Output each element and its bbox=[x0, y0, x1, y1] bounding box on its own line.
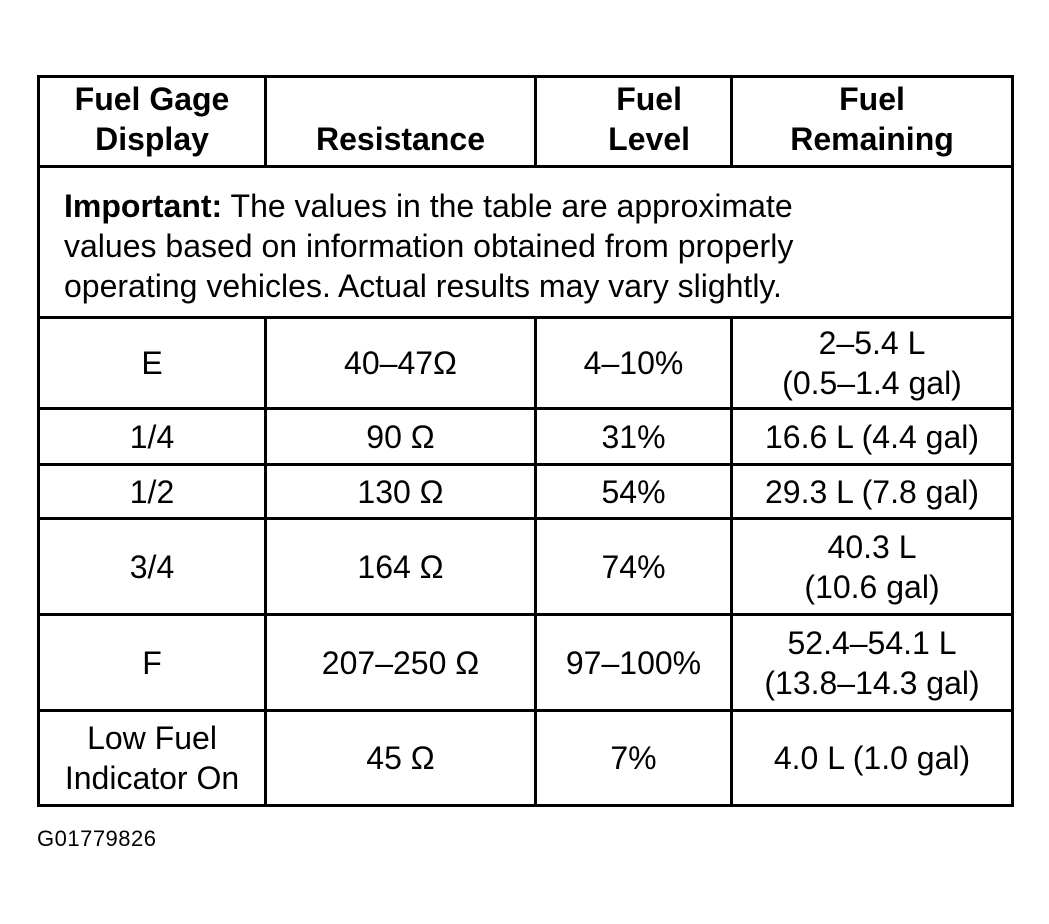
important-note bbox=[39, 167, 1013, 318]
cell-text: Indicator On bbox=[64, 760, 240, 796]
cell-level bbox=[536, 318, 732, 409]
cell-text: (0.5–1.4 gal) bbox=[782, 365, 962, 401]
cell-text: F bbox=[142, 644, 162, 681]
cell-level bbox=[536, 711, 732, 806]
table-header-row bbox=[39, 77, 1013, 167]
cell-text: (10.6 gal) bbox=[804, 568, 940, 605]
cell-resistance bbox=[266, 615, 536, 711]
cell-display bbox=[39, 519, 266, 615]
cell-level bbox=[536, 409, 732, 465]
header-display-line-2: Display bbox=[95, 121, 209, 157]
header-fuel-level bbox=[536, 77, 732, 167]
cell-text: 31% bbox=[601, 418, 666, 455]
cell-resistance bbox=[266, 711, 536, 806]
cell-display bbox=[39, 409, 266, 465]
cell-display bbox=[39, 465, 266, 519]
header-resistance-line-1: Resistance bbox=[316, 121, 485, 157]
table-row bbox=[39, 409, 1013, 465]
cell-remaining bbox=[732, 615, 1013, 711]
cell-text: 7% bbox=[610, 740, 657, 776]
cell-resistance bbox=[266, 409, 536, 465]
header-remaining-line-1: Fuel bbox=[839, 81, 905, 117]
note-label: Important: bbox=[64, 188, 223, 224]
cell-resistance bbox=[266, 465, 536, 519]
header-resistance bbox=[266, 77, 536, 167]
cell-display bbox=[39, 711, 266, 806]
cell-text: 16.6 L (4.4 gal) bbox=[764, 418, 980, 455]
cell-level bbox=[536, 519, 732, 615]
cell-remaining bbox=[732, 465, 1013, 519]
cell-text: 207–250 Ω bbox=[321, 644, 480, 681]
table-row bbox=[39, 615, 1013, 711]
cell-text: E bbox=[141, 345, 163, 381]
cell-text: Low Fuel bbox=[87, 720, 217, 756]
table-row bbox=[39, 318, 1013, 409]
table-row bbox=[39, 519, 1013, 615]
cell-text: 2–5.4 L bbox=[818, 325, 926, 361]
header-fuel-remaining bbox=[732, 77, 1013, 167]
cell-text: 97–100% bbox=[565, 644, 702, 681]
cell-resistance bbox=[266, 318, 536, 409]
cell-remaining bbox=[732, 519, 1013, 615]
cell-text: 1/2 bbox=[129, 473, 175, 510]
header-level-line-2: Level bbox=[608, 121, 690, 157]
cell-level bbox=[536, 615, 732, 711]
header-level-line-1: Fuel bbox=[616, 81, 682, 117]
cell-text: (13.8–14.3 gal) bbox=[764, 664, 980, 701]
note-line-3: operating vehicles. Actual results may vary slightly. bbox=[64, 268, 782, 304]
header-remaining-line-2: Remaining bbox=[790, 121, 954, 157]
cell-text: 164 Ω bbox=[357, 548, 444, 585]
note-line-1 bbox=[64, 186, 987, 226]
cell-text: 90 Ω bbox=[366, 418, 435, 455]
cell-display bbox=[39, 615, 266, 711]
cell-text: 4–10% bbox=[583, 345, 684, 381]
cell-resistance bbox=[266, 519, 536, 615]
cell-remaining bbox=[732, 318, 1013, 409]
cell-display bbox=[39, 318, 266, 409]
cell-text: 130 Ω bbox=[357, 473, 444, 510]
table-row bbox=[39, 711, 1013, 806]
table-row bbox=[39, 465, 1013, 519]
cell-remaining bbox=[732, 409, 1013, 465]
cell-text: 1/4 bbox=[129, 418, 175, 455]
cell-level bbox=[536, 465, 732, 519]
note-row bbox=[39, 167, 1013, 318]
cell-text: 74% bbox=[601, 548, 666, 585]
header-display-line-1: Fuel Gage bbox=[74, 81, 230, 117]
cell-text: 29.3 L (7.8 gal) bbox=[764, 473, 980, 510]
cell-text: 40.3 L bbox=[827, 528, 917, 565]
cell-text: 3/4 bbox=[129, 548, 175, 585]
note-line-2: values based on information obtained from properly bbox=[64, 228, 794, 264]
cell-text: 4.0 L (1.0 gal) bbox=[773, 740, 971, 776]
cell-text: 45 Ω bbox=[366, 740, 435, 776]
figure-id-label: G01779826 bbox=[37, 826, 157, 851]
note-line-1-text: The values in the table are approximate bbox=[222, 188, 793, 224]
fuel-gage-table bbox=[37, 75, 1014, 807]
header-fuel-gage-display bbox=[39, 77, 266, 167]
cell-text: 54% bbox=[601, 473, 666, 510]
cell-text: 52.4–54.1 L bbox=[787, 624, 957, 661]
cell-remaining bbox=[732, 711, 1013, 806]
cell-text: 40–47Ω bbox=[344, 345, 457, 381]
